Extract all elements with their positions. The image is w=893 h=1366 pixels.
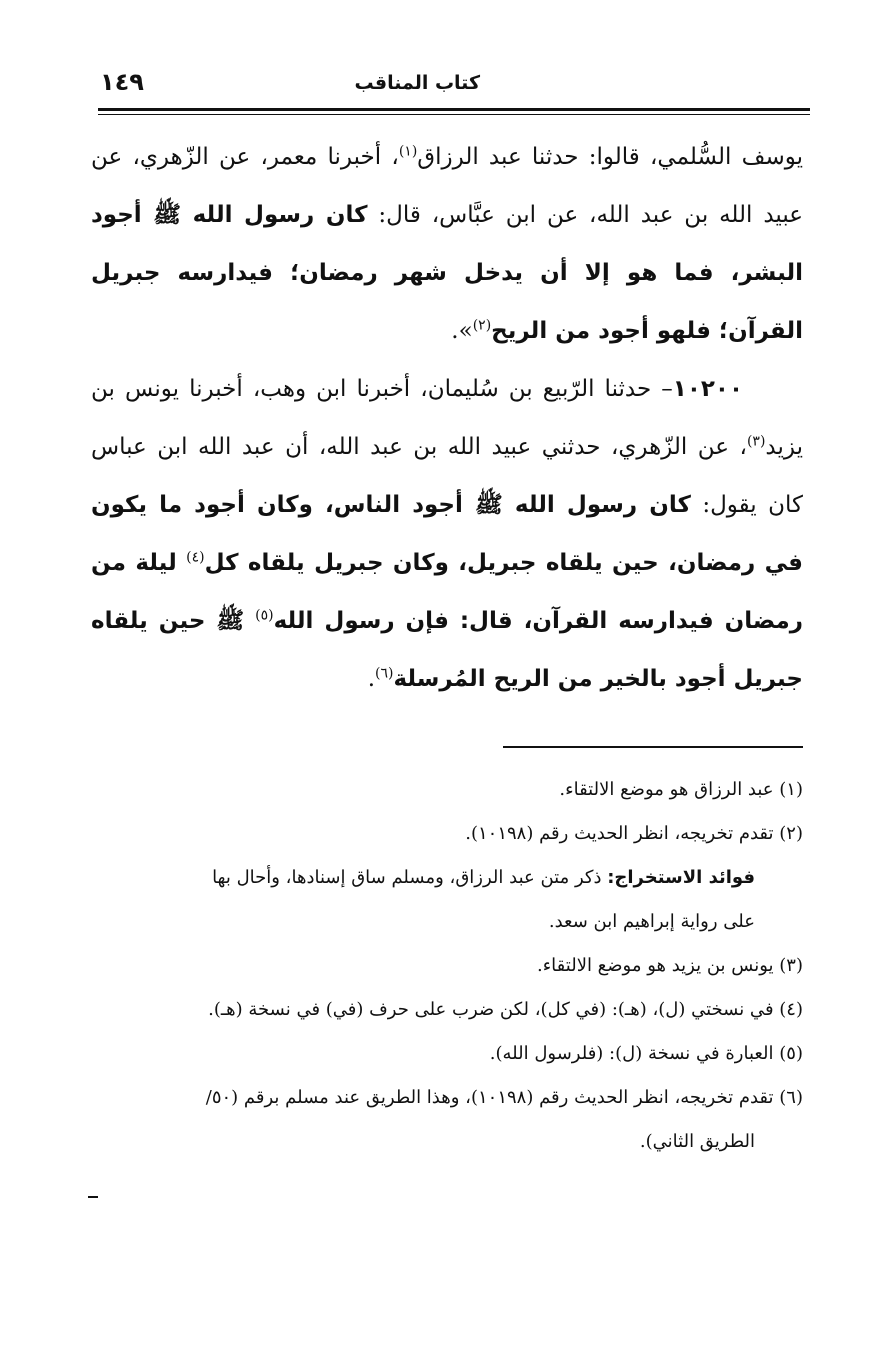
main-text [91,128,803,708]
text-segment: يوسف السُّلمي، قالوا: حدثنا عبد الرزاق [417,144,804,170]
text-segment: ، عن الزّهري، حدثني عبيد الله بن عبد الله، أن عبد الله ابن عباس كان يقول: [91,434,803,518]
paragraph-hadith-10200 [91,360,803,708]
paragraph-hadith-continuation [91,128,803,360]
footnote-ref: (٥) [255,607,274,624]
text-segment: ». [451,318,473,344]
page-header [98,70,810,110]
header-rule-thick [98,108,810,111]
running-title: كتاب المناقب [354,72,480,94]
footnote-6: (٦) تقدم تخريجه، انظر الحديث رقم (١٠١٩٨)، وهذا الطريق عند مسلم برقم (٥٠/ [205,1087,803,1108]
header-rule-thin [98,114,810,115]
text-segment: ، أخبرنا معمر، عن الزّهري، عن عبيد الله بن عبد الله، عن ابن عبَّاس، قال: [91,144,803,228]
footnote-ref: (٣) [746,433,766,450]
footnote-ref: (٢) [472,317,492,334]
page-number: ١٤٩ [100,68,144,96]
text-segment: . [367,666,375,692]
hadith-matn: كان رسول الله ﷺ أجود الناس، وكان أجود ما يكون في رمضان، حين يلقاه جبريل، وكان جبريل يلقاه كل [91,492,803,576]
footnote-separator [503,746,803,748]
footnotes [91,768,803,1164]
text-segment: – حدثنا الرّبيع بن سُليمان، أخبرنا ابن وهب، أخبرنا يونس بن يزيد [91,376,803,460]
footnote-ref: (٦) [375,665,394,682]
benefits-text: ذكر متن عبد الرزاق، ومسلم ساق إسنادها، وأحال بها [212,867,608,888]
footnote-2-benefits [91,856,803,900]
footnote-5: (٥) العبارة في نسخة (ل): (فلرسول الله). [489,1043,803,1064]
hadith-matn: ﷺ حين يلقاه جبريل أجود بالخير من الريح المُرسلة [91,608,803,692]
footnote-2: (٢) تقدم تخريجه، انظر الحديث رقم (١٠١٩٨). [465,823,803,844]
benefits-label: فوائد الاستخراج: [607,867,755,888]
end-dash [88,1196,98,1198]
footnote-1: (١) عبد الرزاق هو موضع الالتقاء. [559,779,803,800]
footnote-ref: (١) [398,143,418,160]
footnote-ref: (٤) [186,549,205,566]
hadith-matn: ليلة من رمضان فيدارسه القرآن، قال: فإن رسول الله [91,550,803,634]
footnote-4: (٤) في نسختي (ل)، (هـ): (في كل)، لكن ضرب على حرف (في) في نسخة (هـ). [208,999,803,1020]
footnote-6-continuation: الطريق الثاني). [639,1131,755,1152]
hadith-number: ١٠٢٠٠ [672,376,743,402]
footnote-2-continuation: على رواية إبراهيم ابن سعد. [548,911,755,932]
footnote-3: (٣) يونس بن يزيد هو موضع الالتقاء. [537,955,803,976]
hadith-matn: كان رسول الله ﷺ أجود البشر، فما هو إلا أن يدخل شهر رمضان؛ فيدارسه جبريل القرآن؛ فلهو أجود من الريح [91,202,803,344]
